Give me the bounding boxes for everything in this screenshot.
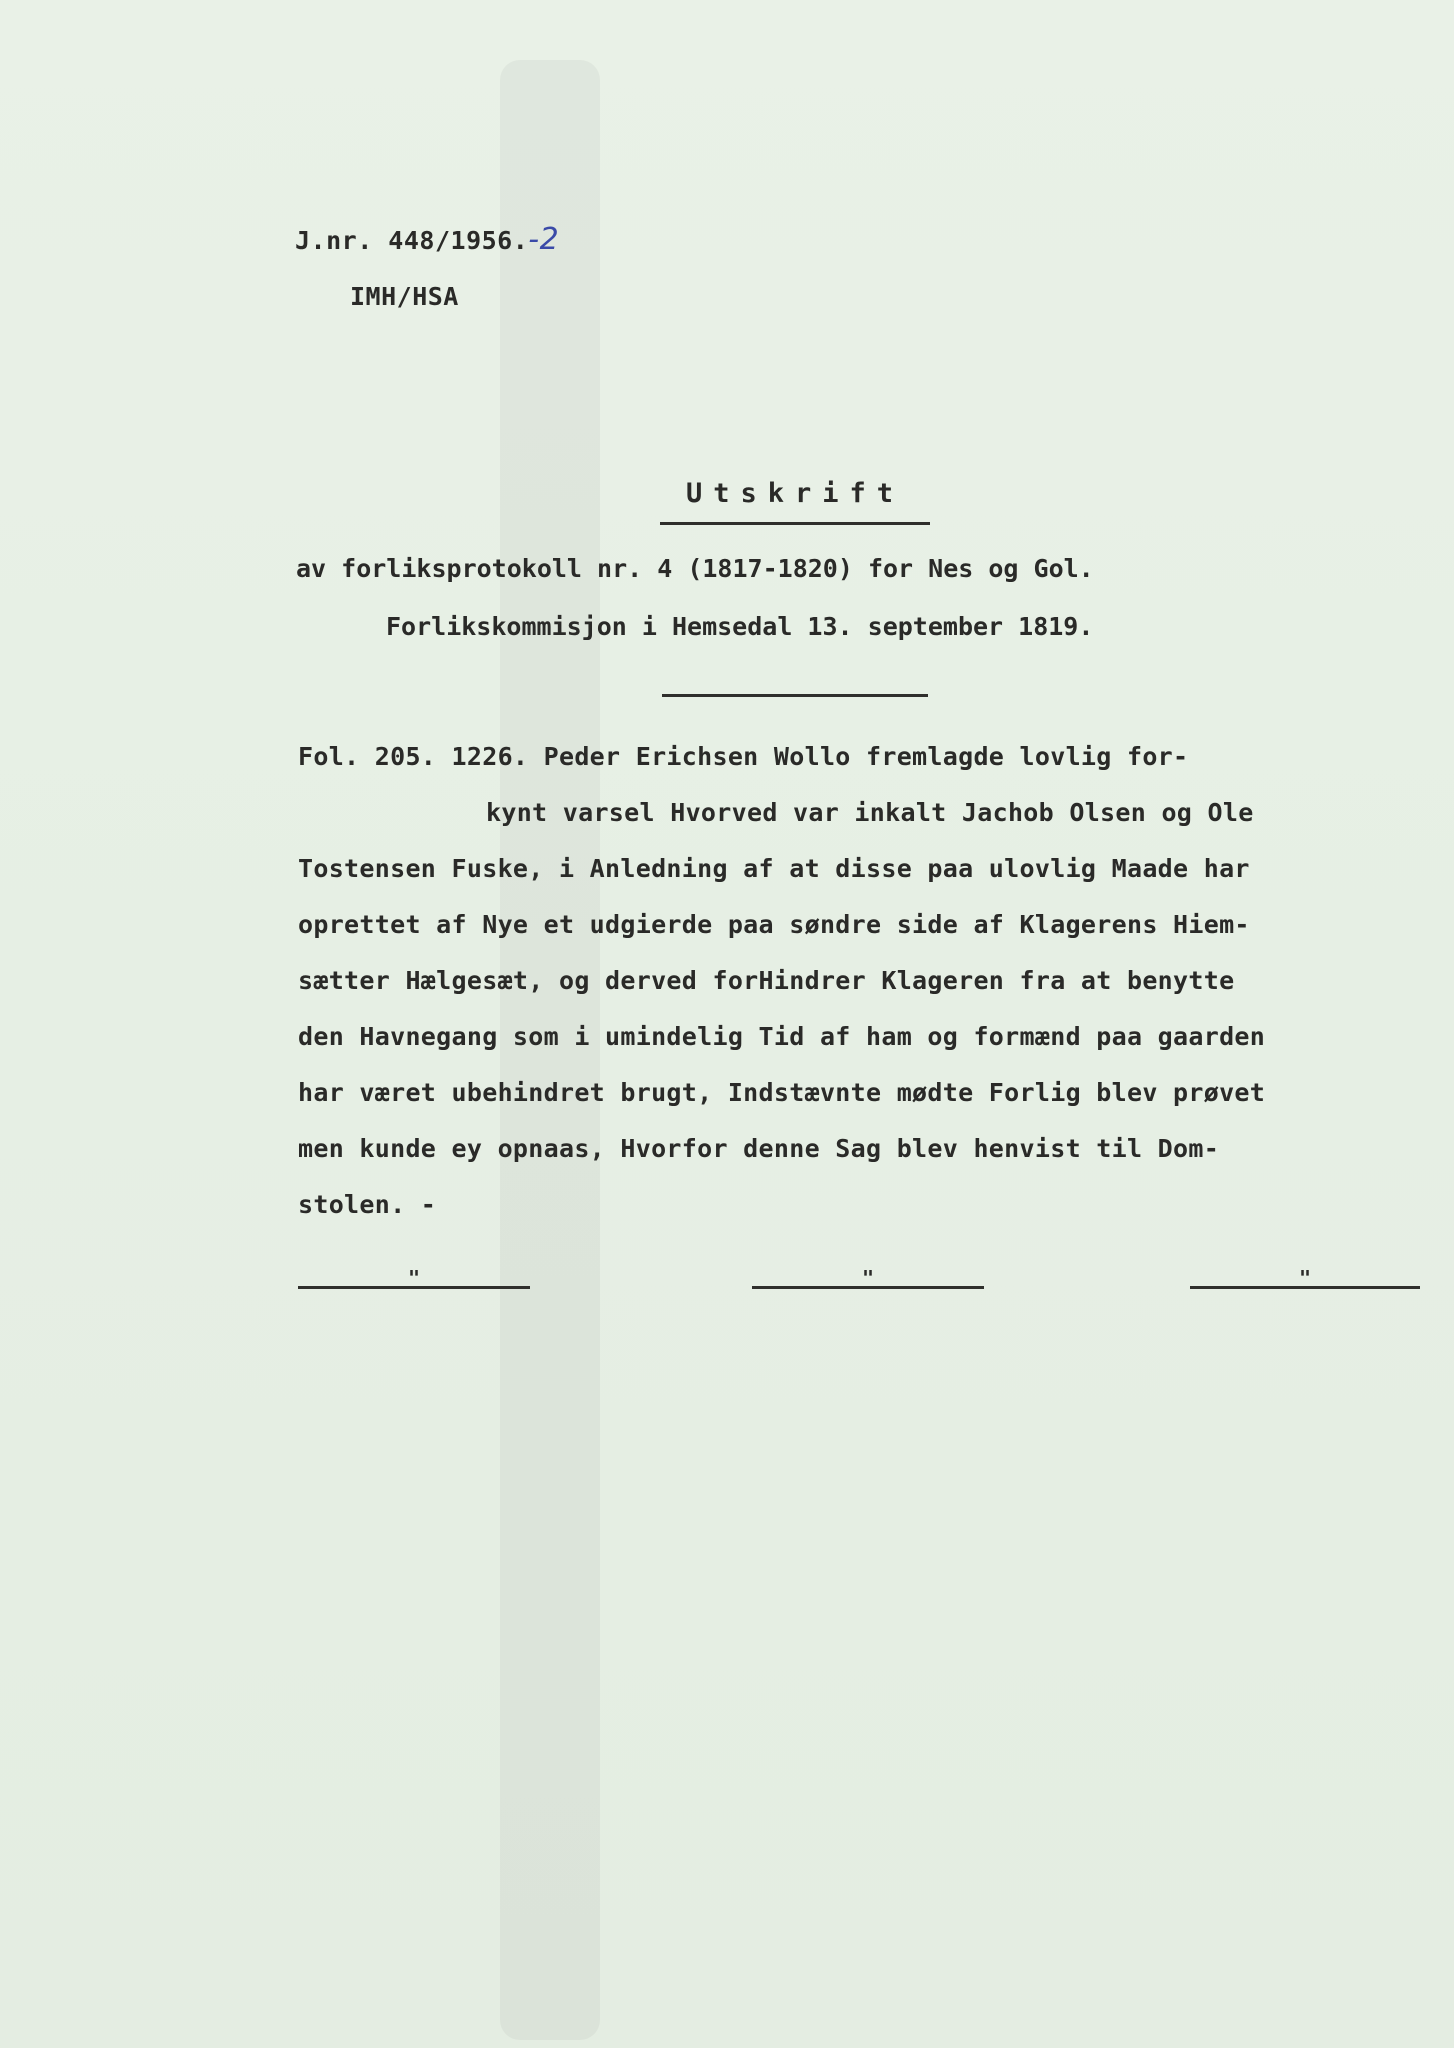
- document-title: Utskrift: [685, 478, 905, 509]
- handwritten-suffix: -2: [528, 222, 560, 257]
- body-line-4: oprettet af Nye et udgierde paa søndre side af Klagerens Hiem-: [298, 910, 1250, 939]
- body-line-1: Fol. 205. 1226. Peder Erichsen Wollo fremlagde lovlig for-: [298, 742, 1189, 771]
- subtitle-line-1: av forliksprotokoll nr. 4 (1817-1820) for Nes og Gol.: [296, 554, 1094, 583]
- journal-number-text: J.nr. 448/1956.: [295, 226, 529, 255]
- ditto-mark: ": [861, 1266, 875, 1290]
- body-line-3: Tostensen Fuske, i Anledning af at disse paa ulovlig Maade har: [298, 854, 1250, 883]
- body-line-2: kynt varsel Hvorved var inkalt Jachob Olsen og Ole: [486, 798, 1254, 827]
- journal-number: [295, 222, 559, 257]
- ditto-rule-right: [1190, 1266, 1420, 1302]
- section-divider: [662, 694, 928, 697]
- ditto-rule-left: [298, 1266, 530, 1302]
- title-underline: [660, 522, 930, 525]
- subtitle-line-2: Forlikskommisjon i Hemsedal 13. september 1819.: [386, 612, 1094, 641]
- body-line-6: den Havnegang som i umindelig Tid af ham og formænd paa gaarden: [298, 1022, 1266, 1051]
- initials: IMH/HSA: [350, 282, 459, 311]
- ditto-rule-center: [752, 1266, 984, 1302]
- ditto-mark: ": [1298, 1266, 1312, 1290]
- body-line-9: stolen. -: [298, 1190, 437, 1219]
- ditto-mark: ": [407, 1266, 421, 1290]
- body-line-7: har været ubehindret brugt, Indstævnte mødte Forlig blev prøvet: [298, 1078, 1266, 1107]
- body-line-5: sætter Hælgesæt, og derved forHindrer Klageren fra at benytte: [298, 966, 1235, 995]
- body-line-8: men kunde ey opnaas, Hvorfor denne Sag blev henvist til Dom-: [298, 1134, 1220, 1163]
